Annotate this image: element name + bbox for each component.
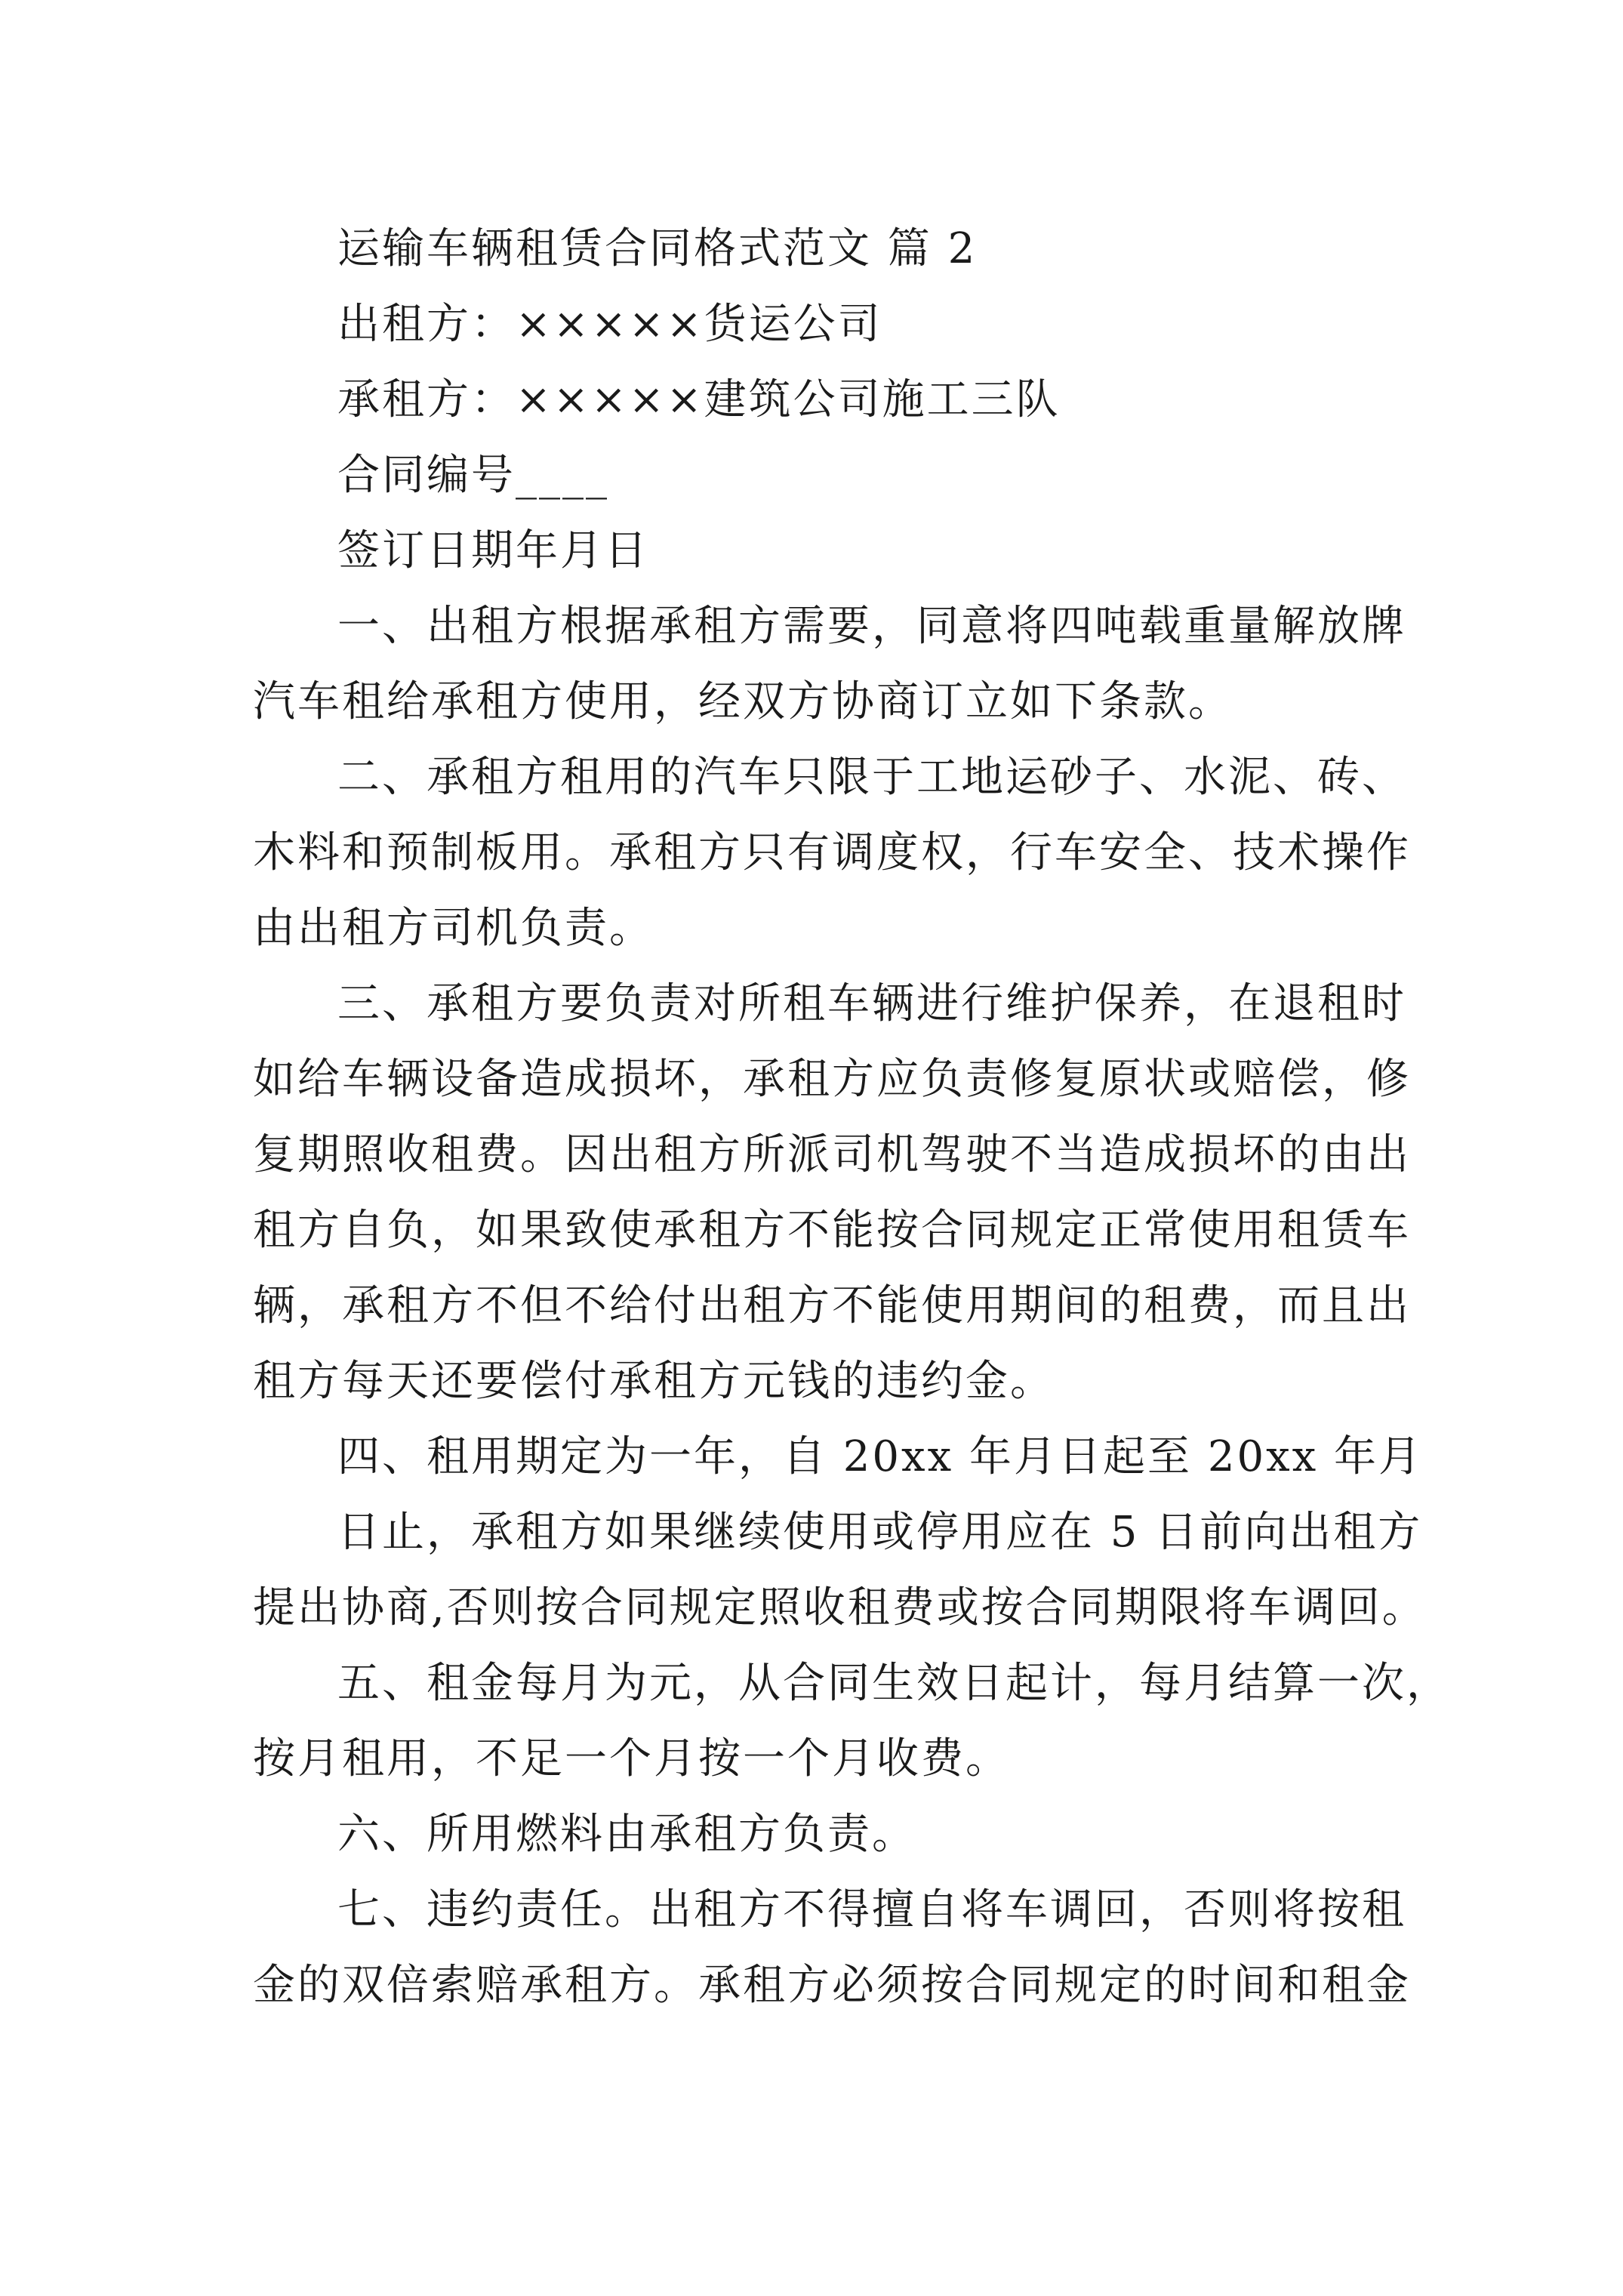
clause-line: 金的双倍索赔承租方。承租方必须按合同规定的时间和租金 [253,1961,1411,2010]
clause-4 [253,1419,1424,1495]
clause-line: 租方每天还要偿付承租方元钱的违约金。 [253,1357,1055,1406]
contract-number-line: 合同编号____ [337,451,609,500]
clause-line: 按月租用，不足一个月按一个月收费。 [253,1734,1010,1783]
clause-line: 七、违约责任。出租方不得擅自将车调回，否则将按租 [337,1885,1406,1934]
lessee-line: 承租方：×××××建筑公司施工三队 [337,375,1061,424]
clause-line: 如给车辆设备造成损坏，承租方应负责修复原状或赔偿，修 [253,1055,1411,1104]
clause-line: 五、租金每月为元，从合同生效日起计，每月结算一次， [337,1659,1451,1708]
clause-4-continued [253,1495,1427,1646]
clause-1 [253,589,1406,740]
clause-line: 六、所用燃料由承租方负责。 [337,1810,916,1859]
clause-2 [253,740,1411,966]
clause-line: 一、出租方根据承租方需要，同意将四吨载重量解放牌 [337,602,1406,651]
document-title: 运输车辆租赁合同格式范文 篇 2 [337,224,978,273]
clause-line: 复期照收租费。因出租方所派司机驾驶不当造成损坏的由出 [253,1130,1411,1179]
clause-3 [253,966,1411,1419]
clause-line: 木料和预制板用。承租方只有调度权，行车安全、技术操作 [253,828,1411,877]
clause-line: 二、承租方租用的汽车只限于工地运砂子、水泥、砖、 [337,753,1406,802]
clause-line: 四、租用期定为一年，自 20xx 年月日起至 20xx 年月 [337,1432,1424,1481]
clause-line: 租方自负，如果致使承租方不能按合同规定正常使用租赁车 [253,1206,1411,1255]
lessor-line: 出租方：×××××货运公司 [337,300,882,349]
sign-date-line: 签订日期年月日 [337,526,649,575]
clause-line: 提出协商,否则按合同规定照收租费或按合同期限将车调回。 [253,1583,1427,1632]
clause-line: 日止，承租方如果继续使用或停用应在 5 日前向出租方 [337,1508,1423,1557]
document-body [253,211,1451,2023]
clause-7 [253,1872,1411,2023]
clause-5 [253,1646,1451,1797]
clause-line: 三、承租方要负责对所租车辆进行维护保养，在退租时 [337,979,1406,1028]
clause-line: 汽车租给承租方使用，经双方协商订立如下条款。 [253,677,1233,726]
clause-line: 由出租方司机负责。 [253,904,654,953]
clause-line: 辆，承租方不但不给付出租方不能使用期间的租费，而且出 [253,1281,1411,1330]
clause-6 [253,1797,1385,1872]
